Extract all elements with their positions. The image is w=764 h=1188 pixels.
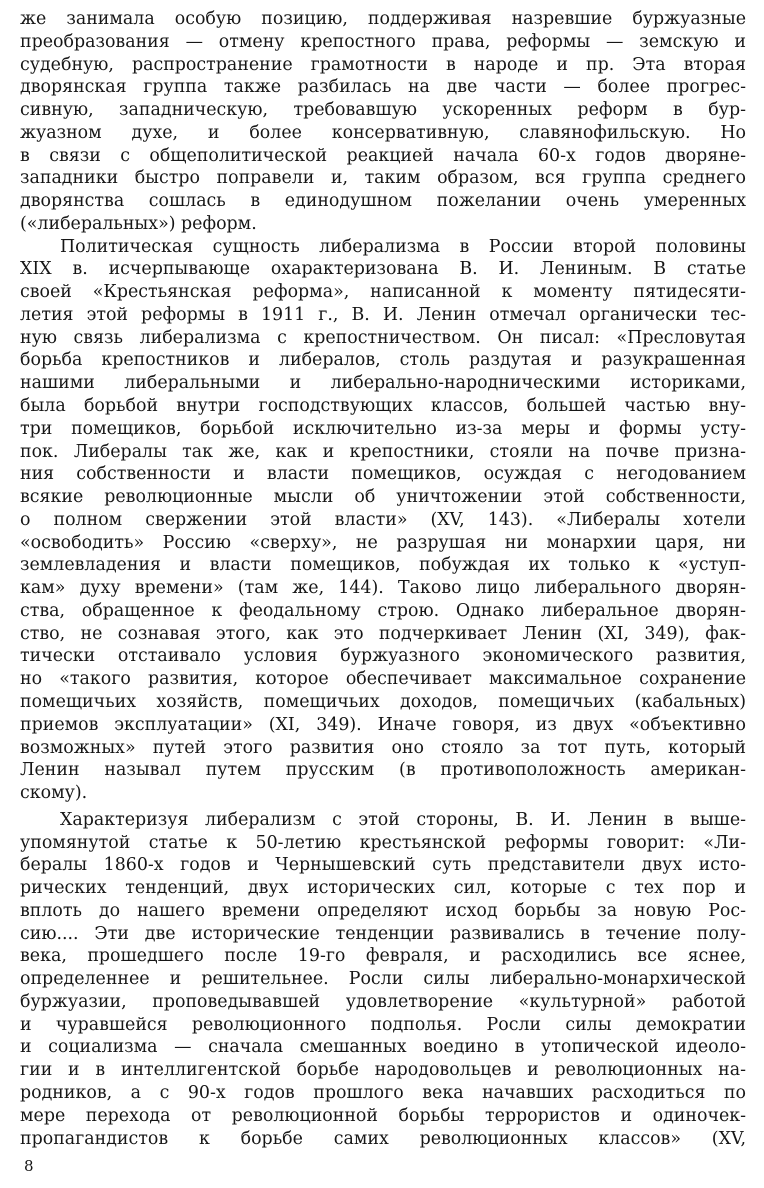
text-line: помещичьих хозяйств, помещичьих доходов, помещичьих (кабальных): [20, 691, 746, 712]
text-line: скому).: [20, 783, 88, 804]
text-line: буржуазии, проповедывавшей удовлетворение «культурной» работой: [20, 991, 746, 1012]
text-line: дворянства сошлась в единодушном пожелании очень умеренных: [20, 191, 746, 212]
text-line: сию.... Эти две исторические тенденции развивались в течение полу-: [20, 923, 746, 944]
text-line: и социализма — сначала смешанных воедино в утопической идеоло-: [20, 1037, 746, 1058]
text-line: Ленин называл путем прусским (в противоположность американ-: [20, 760, 746, 781]
text-line: тически отстаивало условия буржуазного экономического развития,: [20, 646, 746, 667]
text-line: мере перехода от революционной борьбы террористов и одиночек-: [20, 1105, 746, 1126]
text-line: была борьбой внутри господствующих классов, большей частью вну-: [20, 396, 746, 417]
text-line: («либеральных») реформ.: [20, 213, 257, 234]
text-line: нашими либеральными и либерально-народническими историками,: [20, 373, 746, 394]
text-line: гии и в интеллигентской борьбе народовольцев и революционных на-: [20, 1060, 746, 1081]
text-line: XIX в. исчерпывающе охарактеризована В. И. Лениным. В статье: [20, 259, 746, 280]
paragraph-1: [20, 8, 746, 236]
text-line: Характеризуя либерализм с этой стороны, В. И. Ленин в выше-: [60, 809, 746, 830]
paragraph-2: [20, 236, 746, 805]
text-line: дворянская группа также разбилась на две части — более прогрес-: [20, 77, 746, 98]
text-line: жуазном духе, и более консервативную, славянофильскую. Но: [20, 122, 746, 143]
text-line: рических тенденций, двух исторических сил, которые с тех пор и: [20, 878, 746, 899]
text-line: же занимала особую позицию, поддерживая назревшие буржуазные: [20, 9, 746, 29]
text-line: и чуравшейся революционного подполья. Росли силы демократии: [20, 1014, 746, 1035]
text-line: ство, не сознавая этого, как это подчеркивает Ленин (XI, 349), фак-: [20, 623, 746, 644]
text-line: летия этой реформы в 1911 г., В. И. Ленин отмечал органически тес-: [20, 304, 746, 325]
paragraph-3: [20, 809, 746, 1150]
page-number: 8: [24, 1157, 34, 1175]
text-line: но «такого развития, которое обеспечивает максимальное сохранение: [20, 669, 746, 690]
text-line: ства, обращенное к феодальному строю. Однако либеральное дворян-: [20, 600, 746, 621]
text-line: «освободить» Россию «сверху», не разрушая ни монархии царя, ни: [20, 532, 746, 553]
text-line: Политическая сущность либерализма в России второй половины: [60, 236, 746, 257]
text-line: ную связь либерализма с крепостничеством. Он писал: «Пресловутая: [20, 327, 746, 348]
text-line: судебную, распространение грамотности в народе и пр. Эта вторая: [20, 54, 746, 75]
text-body: [20, 8, 746, 1150]
text-line: кам» духу времени» (там же, 144). Таково лицо либерального дворян-: [20, 578, 746, 599]
text-line: западники быстро поправели и, таким образом, вся группа среднего: [20, 168, 746, 189]
text-line: землевладения и власти помещиков, побуждая их только к «уступ-: [20, 555, 746, 576]
text-line: возможных» путей этого развития оно стояло за тот путь, который: [20, 737, 746, 758]
text-line: о полном свержении этой власти» (XV, 143). «Либералы хотели: [20, 509, 746, 530]
text-line: своей «Крестьянская реформа», написанной к моменту пятидесяти-: [20, 282, 746, 303]
text-line: ния собственности и власти помещиков, осуждая с негодованием: [20, 464, 746, 485]
text-line: сивную, западническую, требовавшую ускоренных реформ в бур-: [20, 100, 746, 121]
text-line: борьба крепостников и либералов, столь раздутая и разукрашенная: [20, 350, 746, 371]
text-line: вплоть до нашего времени определяют исход борьбы за новую Рос-: [20, 900, 746, 921]
text-line: три помещиков, борьбой исключительно из-за меры и формы усту-: [20, 418, 746, 439]
text-line: упомянутой статье к 50-летию крестьянской реформы говорит: «Ли-: [20, 832, 746, 853]
text-line: всякие революционные мысли об уничтожении этой собственности,: [20, 487, 746, 508]
text-line: в связи с общеполитической реакцией начала 60-х годов дворяне-: [20, 145, 746, 166]
text-line: пропагандистов к борьбе самих революционных классов» (XV,: [20, 1128, 746, 1149]
text-line: определеннее и решительнее. Росли силы либерально-монархической: [20, 969, 746, 990]
text-line: пок. Либералы так же, как и крепостники, стояли на почве призна-: [20, 441, 746, 462]
text-line: века, прошедшего после 19-го февраля, и расходились все яснее,: [20, 946, 746, 967]
text-line: приемов эксплуатации» (XI, 349). Иначе говоря, из двух «объективно: [20, 714, 746, 735]
text-line: бералы 1860-х годов и Чернышевский суть представители двух исто-: [20, 855, 746, 876]
text-line: преобразования — отмену крепостного права, реформы — земскую и: [20, 31, 746, 52]
text-line: родников, а с 90-х годов прошлого века начавших расходиться по: [20, 1082, 746, 1103]
